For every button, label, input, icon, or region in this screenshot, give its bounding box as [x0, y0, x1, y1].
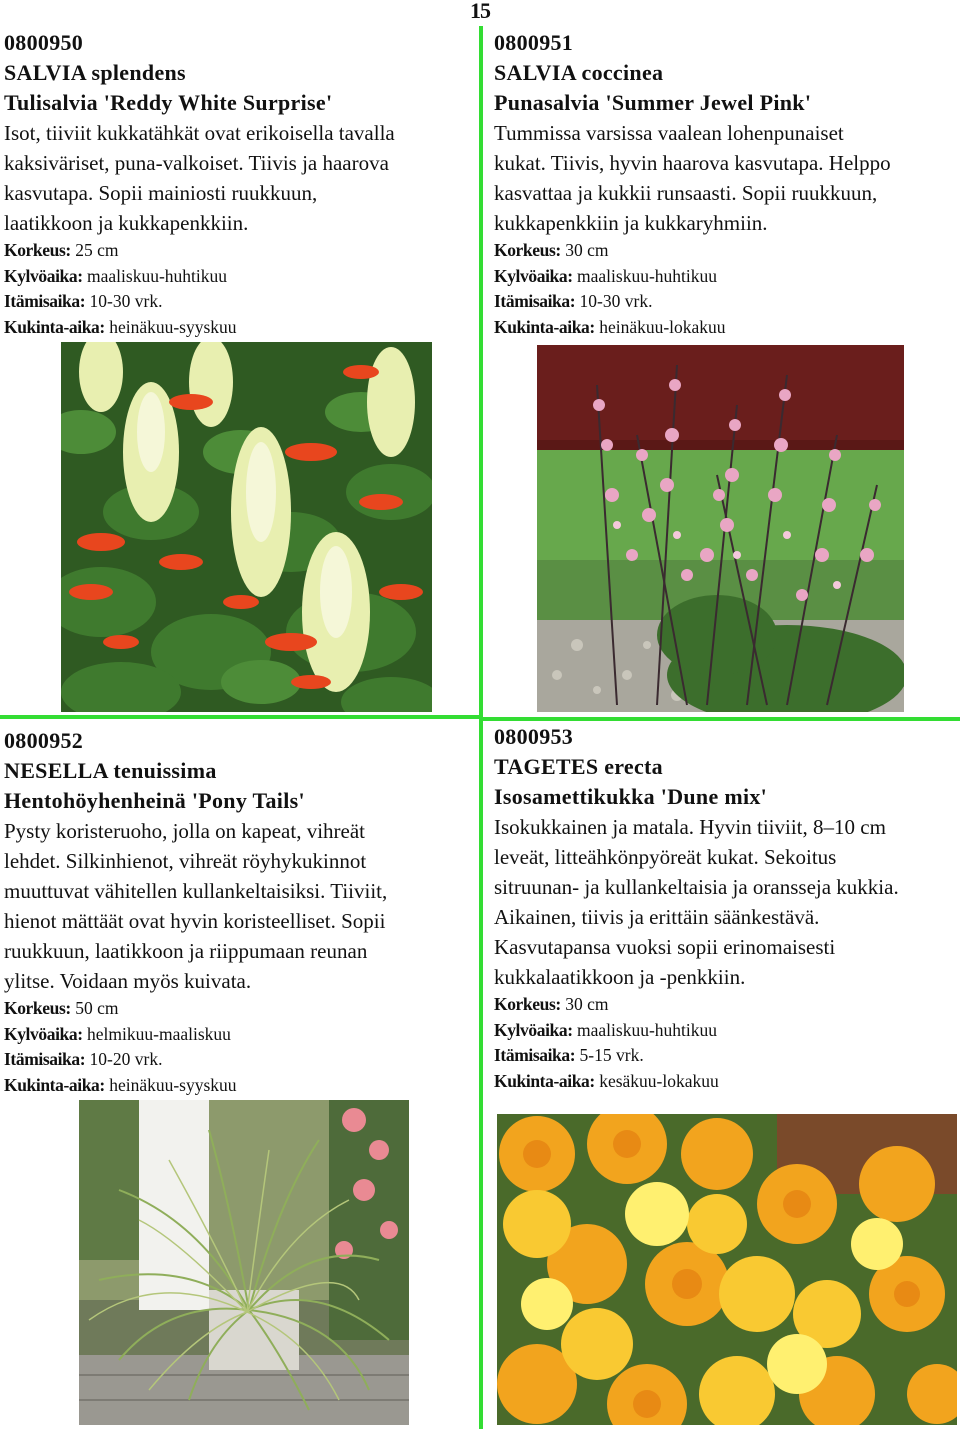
description-line: kukkapenkkiin ja kukkaryhmiin.	[494, 211, 768, 235]
spec-value: 10-30 vrk.	[579, 291, 653, 311]
description-line: kasvutapa. Sopii mainiosti ruukkuun,	[4, 181, 318, 205]
product-code: 0800951	[494, 30, 574, 55]
tagetes-erecta-photo	[497, 1114, 957, 1425]
spec-label: Kylvöaika:	[4, 265, 83, 286]
spec-value: 10-30 vrk.	[89, 291, 163, 311]
spec-value: 10-20 vrk.	[89, 1049, 163, 1069]
description-line: lehdet. Silkinhienot, vihreät röyhykukinnot	[4, 849, 367, 873]
spec-label: Kylvöaika:	[494, 265, 573, 286]
spec-label: Itämisaika:	[494, 291, 576, 311]
variety-name: Punasalvia 'Summer Jewel Pink'	[494, 90, 812, 115]
description-line: Isokukkainen ja matala. Hyvin tiiviit, 8–10 cm	[494, 815, 886, 839]
description-line: hienot mättäät ovat hyvin koristeelliset. Sopii	[4, 909, 386, 933]
description-line: laatikkoon ja kukkapenkkiin.	[4, 211, 249, 235]
salvia-coccinea-photo	[537, 345, 904, 712]
spec-label: Kylvöaika:	[4, 1023, 83, 1044]
spec-label: Kukinta-aika:	[4, 316, 105, 337]
spec-value: heinäkuu-syyskuu	[109, 316, 237, 337]
salvia-splendens-photo	[61, 342, 432, 712]
spec-height	[4, 996, 387, 1022]
spec-flowering	[494, 315, 891, 341]
description	[4, 816, 387, 996]
description-line: kaksiväriset, puna-valkoiset. Tiivis ja haarova	[4, 151, 389, 175]
spec-value: maaliskuu-huhtikuu	[577, 265, 718, 286]
spec-value: kesäkuu-lokakuu	[599, 1070, 719, 1091]
spec-label: Itämisaika:	[494, 1045, 576, 1065]
description-line: ruukkuun, laatikkoon ja riippumaan reunan	[4, 939, 368, 963]
product-code: 0800952	[4, 728, 84, 753]
product-entry	[4, 28, 395, 340]
spec-label: Korkeus:	[494, 240, 561, 260]
spec-label: Kukinta-aika:	[4, 1074, 105, 1095]
spec-sowing	[494, 264, 891, 290]
variety-name: Hentohöyhenheinä 'Pony Tails'	[4, 788, 305, 813]
spec-flowering	[4, 315, 395, 341]
spec-sowing	[4, 1022, 387, 1048]
description	[494, 118, 891, 238]
description-line: kasvattaa ja kukkii runsaasti. Sopii ruukkuun,	[494, 181, 878, 205]
description-line: leveät, litteähkönpyöreät kukat. Sekoitus	[494, 845, 837, 869]
spec-value: 5-15 vrk.	[579, 1045, 644, 1065]
spec-label: Kylvöaika:	[494, 1019, 573, 1040]
spec-height	[494, 238, 891, 264]
spec-value: heinäkuu-lokakuu	[599, 316, 726, 337]
description-line: Pysty koristeruoho, jolla on kapeat, vihreät	[4, 819, 366, 843]
description-line: kukat. Tiivis, hyvin haarova kasvutapa. Helppo	[494, 151, 891, 175]
spec-germination	[494, 1043, 899, 1069]
spec-value: heinäkuu-syyskuu	[109, 1074, 237, 1095]
description-line: kukkalaatikkoon ja -penkkiin.	[494, 965, 746, 989]
species-name: NESELLA tenuissima	[4, 758, 217, 783]
variety-name: Tulisalvia 'Reddy White Surprise'	[4, 90, 333, 115]
row-divider-right	[480, 717, 960, 721]
spec-germination	[4, 289, 395, 315]
spec-label: Korkeus:	[4, 240, 71, 260]
description-line: sitruunan- ja kullankeltaisia ja oransseja kukkia.	[494, 875, 899, 899]
spec-value: maaliskuu-huhtikuu	[87, 265, 228, 286]
description-line: Aikainen, tiivis ja erittäin säänkestävä.	[494, 905, 820, 929]
species-name: SALVIA splendens	[4, 60, 186, 85]
description	[494, 812, 899, 992]
product-entry	[4, 726, 387, 1098]
spec-label: Kukinta-aika:	[494, 316, 595, 337]
product-code: 0800950	[4, 30, 84, 55]
spec-label: Kukinta-aika:	[494, 1070, 595, 1091]
variety-name: Isosamettikukka 'Dune mix'	[494, 784, 768, 809]
spec-value: 30 cm	[565, 240, 609, 260]
description-line: Isot, tiiviit kukkatähkät ovat erikoisella tavalla	[4, 121, 395, 145]
spec-germination	[494, 289, 891, 315]
species-name: TAGETES erecta	[494, 754, 663, 779]
description-line: muuttuvat vähitellen kullankeltaisiksi. Tiiviit,	[4, 879, 388, 903]
spec-value: 30 cm	[565, 994, 609, 1014]
spec-flowering	[4, 1073, 387, 1099]
spec-label: Itämisaika:	[4, 291, 86, 311]
spec-label: Korkeus:	[494, 994, 561, 1014]
spec-label: Korkeus:	[4, 998, 71, 1018]
spec-value: helmikuu-maaliskuu	[87, 1023, 231, 1044]
row-divider-left	[0, 715, 480, 719]
spec-label: Itämisaika:	[4, 1049, 86, 1069]
description-line: Tummissa varsissa vaalean lohenpunaiset	[494, 121, 844, 145]
spec-value: 25 cm	[75, 240, 119, 260]
spec-value: 50 cm	[75, 998, 119, 1018]
species-name: SALVIA coccinea	[494, 60, 664, 85]
description-line: ylitse. Voidaan myös kuivata.	[4, 969, 252, 993]
spec-height	[494, 992, 899, 1018]
spec-height	[4, 238, 395, 264]
description-line: Kasvutapansa vuoksi sopii erinomaisesti	[494, 935, 836, 959]
spec-value: maaliskuu-huhtikuu	[577, 1019, 718, 1040]
description	[4, 118, 395, 238]
spec-germination	[4, 1047, 387, 1073]
spec-sowing	[4, 264, 395, 290]
spec-flowering	[494, 1069, 899, 1095]
nesella-tenuissima-photo	[79, 1100, 409, 1425]
product-entry	[494, 722, 899, 1094]
column-divider	[479, 26, 483, 1429]
product-code: 0800953	[494, 724, 574, 749]
page-number: 15	[470, 0, 490, 23]
spec-sowing	[494, 1018, 899, 1044]
product-entry	[494, 28, 891, 340]
